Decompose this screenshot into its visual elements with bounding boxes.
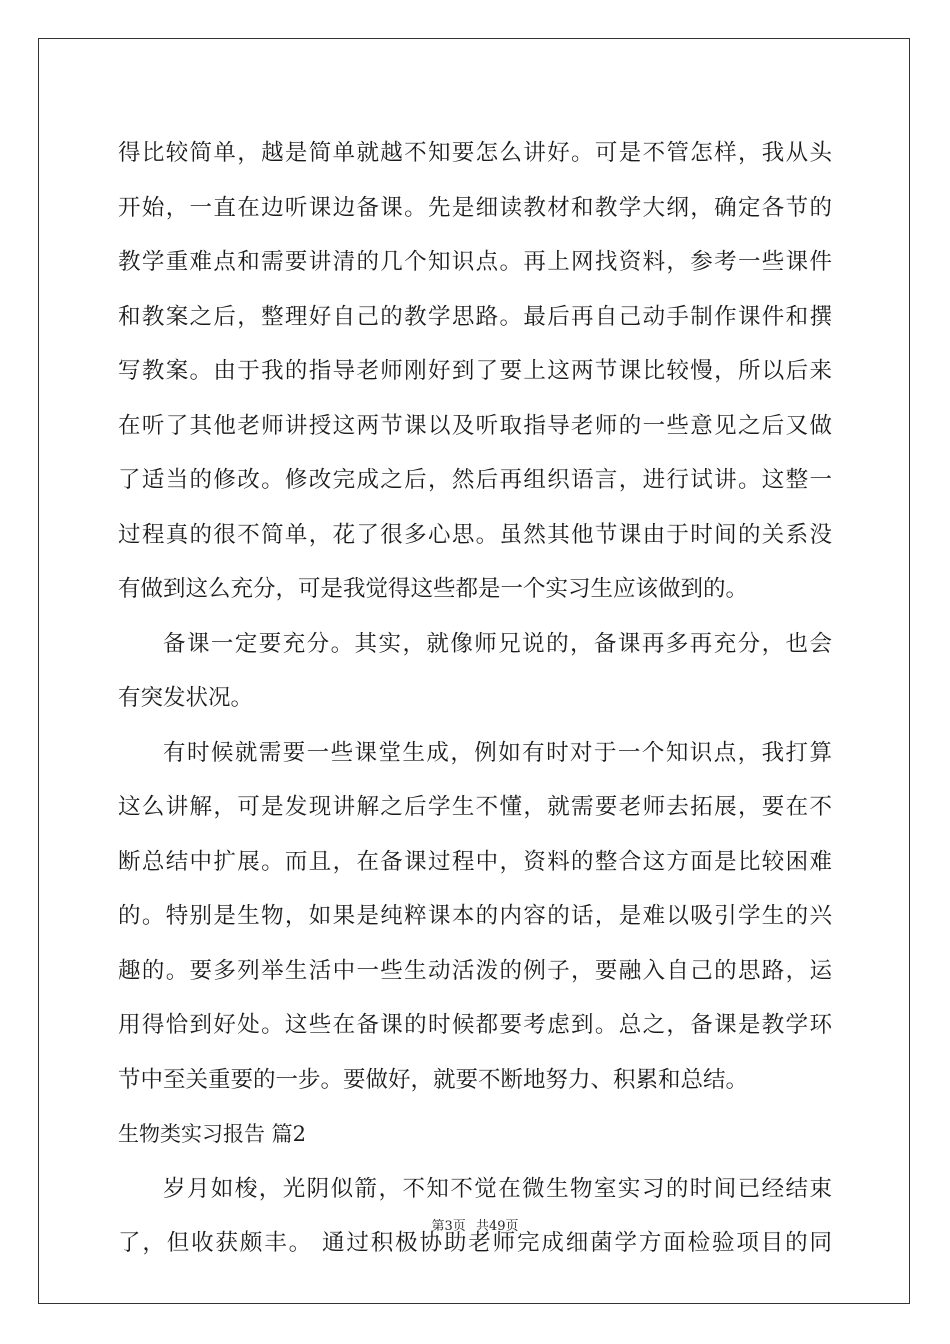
body-line-16: 趣的。要多列举生活中一些生动活泼的例子，要融入自己的思路，运 — [118, 957, 832, 984]
body-line-3: 教学重难点和需要讲清的几个知识点。再上网找资料，参考一些课件 — [118, 249, 832, 275]
body-line-8: 过程真的很不简单，花了很多心思。虽然其他节课由于时间的关系没 — [118, 521, 832, 548]
body-line-1: 得比较简单，越是简单就越不知要怎么讲好。可是不管怎样，我从头 — [118, 140, 832, 166]
page-footer — [0, 1217, 950, 1237]
body-line-18: 节中至关重要的一步。要做好，就要不断地努力、积累和总结。 — [118, 1066, 749, 1093]
body-line-15: 的。特别是生物，如果是纯粹课本的内容的话，是难以吸引学生的兴 — [118, 903, 832, 929]
body-line-9: 有做到这么充分，可是我觉得这些都是一个实习生应该做到的。 — [118, 576, 749, 602]
paragraph-start-line: 岁月如梭，光阴似箭，不知不觉在微生物室实习的时间已经结束 — [163, 1175, 832, 1202]
body-line-2: 开始，一直在边听课边备课。先是细读教材和教学大纲，确定各节的 — [118, 194, 832, 221]
document-body — [118, 126, 832, 1271]
section-heading: 生物类实习报告 篇2 — [118, 1122, 307, 1146]
body-line-6: 在听了其他老师讲授这两节课以及听取指导老师的一些意见之后又做 — [118, 412, 832, 439]
paragraph-start-line: 有时候就需要一些课堂生成，例如有时对于一个知识点，我打算 — [163, 739, 832, 766]
page-total: 共49页 — [475, 1219, 519, 1234]
page-number: 第3页 — [431, 1219, 466, 1234]
paragraph-start-line: 备课一定要充分。其实，就像师兄说的，备课再多再充分，也会 — [163, 630, 832, 657]
body-line-21: 了，但收获颇丰。 通过积极协助老师完成细菌学方面检验项目的同 — [118, 1230, 832, 1256]
body-line-5: 写教案。由于我的指导老师刚好到了要上这两节课比较慢，所以后来 — [118, 358, 832, 384]
body-line-4: 和教案之后，整理好自己的教学思路。最后再自己动手制作课件和撰 — [118, 303, 832, 330]
body-line-14: 断总结中扩展。而且，在备课过程中，资料的整合这方面是比较困难 — [118, 848, 832, 875]
body-line-17: 用得恰到好处。这些在备课的时候都要考虑到。总之，备课是教学环 — [118, 1012, 832, 1038]
body-line-13: 这么讲解，可是发现讲解之后学生不懂，就需要老师去拓展，要在不 — [118, 794, 832, 820]
body-line-7: 了适当的修改。修改完成之后，然后再组织语言，进行试讲。这整一 — [118, 467, 832, 493]
body-line-11: 有突发状况。 — [118, 685, 254, 711]
